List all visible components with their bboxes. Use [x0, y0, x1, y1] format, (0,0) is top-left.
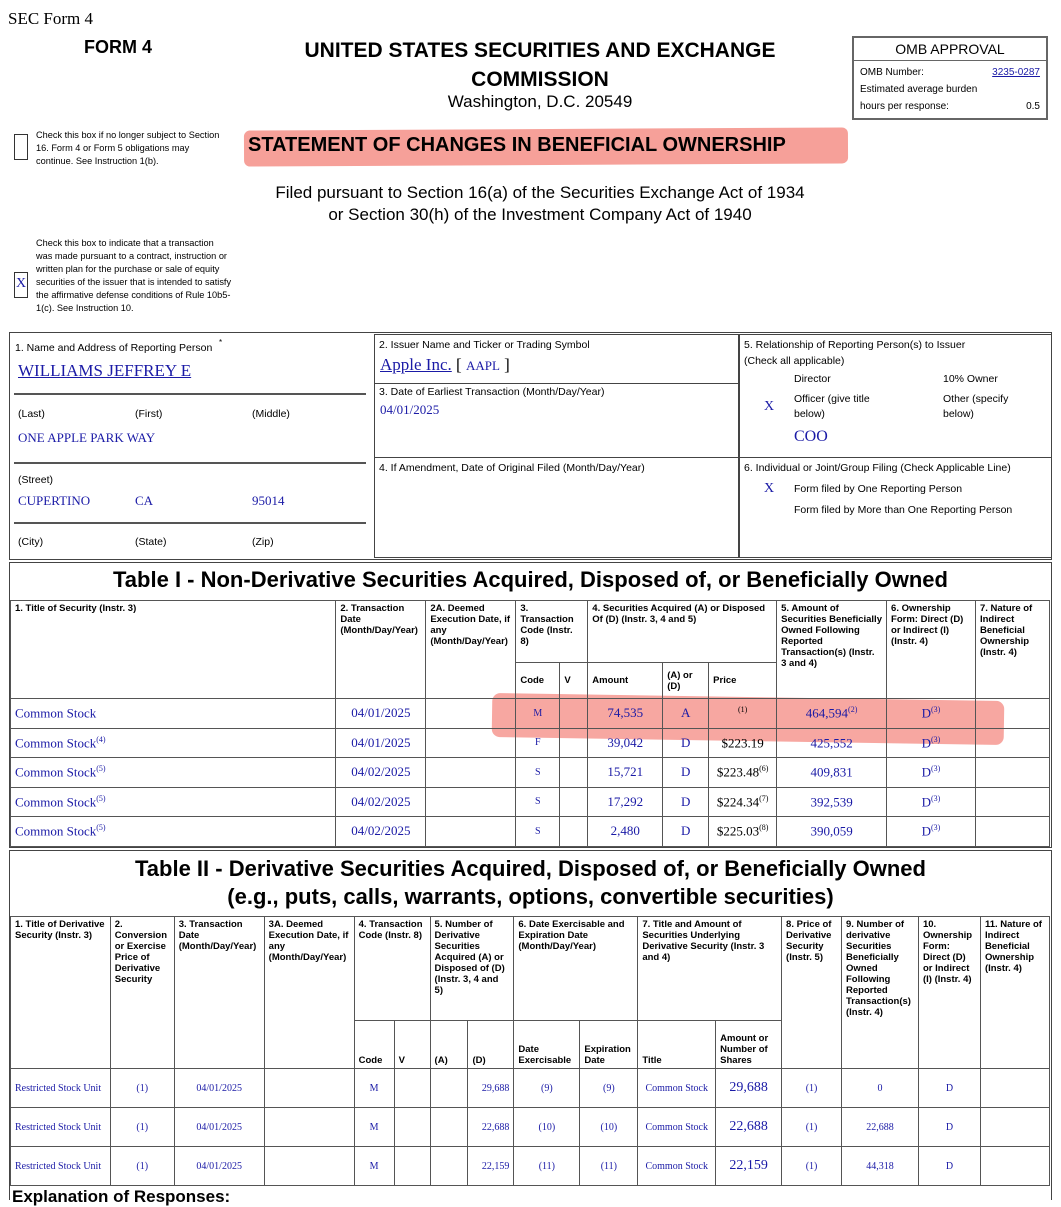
t2-a	[430, 1069, 468, 1108]
table2-row	[11, 1108, 1050, 1147]
t1-h-v: V	[560, 663, 588, 699]
t1-title-footnote: (5)	[96, 823, 106, 833]
t1-aord-text: D	[680, 823, 691, 839]
t2-owned-text: 22,688	[866, 1121, 894, 1133]
t2-ex-text: (10)	[538, 1121, 556, 1133]
statement-title: STATEMENT OF CHANGES IN BENEFICIAL OWNERSHIP	[248, 134, 786, 156]
filed-line-1: Filed pursuant to Section 16(a) of the Securities Exchange Act of 1934	[275, 183, 805, 202]
t2-d	[468, 1147, 514, 1186]
t1-date	[336, 787, 426, 817]
t1-form-text: D	[921, 764, 932, 780]
t1-owned-text: 392,539	[810, 793, 853, 809]
t1-date	[336, 817, 426, 847]
table1-title: Table I - Non-Derivative Securities Acquired, Disposed of, or Beneficially Owned	[113, 567, 948, 592]
earliest-date-label: 3. Date of Earliest Transaction (Month/Day/Year)	[379, 386, 605, 398]
t2-h-title: 1. Title of Derivative Security (Instr. 3)	[11, 917, 111, 1069]
t1-price-footnote: (7)	[759, 793, 769, 803]
t1-v	[560, 699, 588, 729]
t1-price-text: $225.03	[716, 823, 760, 839]
t1-nature	[975, 728, 1049, 758]
t2-under-text: Common Stock	[645, 1160, 708, 1172]
table2-title-line-1: Table II - Derivative Securities Acquired, Disposed of, or Beneficially Owned	[134, 856, 926, 881]
t1-code-text: F	[535, 737, 541, 749]
t2-h-shares: Amount or Number of Shares	[716, 1021, 782, 1069]
t1-price-footnote: (8)	[759, 823, 769, 833]
table2	[10, 916, 1050, 1186]
rule10b5-text: Check this box to indicate that a transaction was made pursuant to a contract, instruction or written plan for the purchase or sale of equity securities of the issuer that is intended to satisfy the affirmative defense conditions of Rule 10b5-1(c). See Instruction 10.	[36, 238, 232, 313]
table2-row	[11, 1069, 1050, 1108]
t2-h-exp: Expiration Date	[580, 1021, 638, 1069]
t1-price-footnote: (1)	[737, 705, 748, 715]
t1-title	[11, 787, 336, 817]
t2-code-text: M	[369, 1121, 379, 1133]
table1-row	[11, 787, 1050, 817]
t2-owned	[842, 1147, 919, 1186]
t1-date-text: 04/02/2025	[351, 793, 411, 809]
omb-number-link[interactable]: 3235-0287	[992, 67, 1040, 78]
t2-ex	[514, 1147, 580, 1186]
t1-title-footnote: (4)	[96, 734, 106, 744]
t2-title	[11, 1147, 111, 1186]
t1-deemed	[426, 787, 516, 817]
t1-form	[887, 728, 976, 758]
table1-row	[11, 699, 1050, 729]
t2-date	[174, 1147, 264, 1186]
t2-h-code-sub: Code	[354, 1021, 394, 1069]
t1-v	[560, 817, 588, 847]
t1-code	[516, 817, 560, 847]
t2-date	[174, 1108, 264, 1147]
filing-box	[739, 457, 1052, 558]
t1-aord-text: D	[680, 764, 691, 780]
filing-one: Form filed by One Reporting Person	[794, 483, 963, 495]
t1-date	[336, 758, 426, 788]
table2-title	[9, 855, 1052, 911]
t2-deemed	[264, 1147, 354, 1186]
t2-under-text: Common Stock	[645, 1082, 708, 1094]
other-label: Other (specify below)	[943, 393, 1009, 420]
omb-burden-value: 0.5	[1026, 101, 1040, 112]
t2-h-exercisable: 6. Date Exercisable and Expiration Date (Month/Day/Year)	[514, 917, 638, 1021]
first-label: (First)	[135, 408, 163, 420]
t1-h-form: 6. Ownership Form: Direct (D) or Indirect (I) (Instr. 4)	[887, 601, 976, 699]
t2-d	[468, 1069, 514, 1108]
filing-label: 6. Individual or Joint/Group Filing (Check Applicable Line)	[744, 462, 1011, 474]
issuer-label: 2. Issuer Name and Ticker or Trading Symbol	[379, 339, 590, 351]
t1-code	[516, 699, 560, 729]
amendment-label: 4. If Amendment, Date of Original Filed (Month/Day/Year)	[379, 462, 645, 474]
t2-a	[430, 1147, 468, 1186]
t1-date	[336, 699, 426, 729]
t2-shares-text: 22,688	[729, 1119, 768, 1134]
t2-h-nature: 11. Nature of Indirect Beneficial Ownership (Instr. 4)	[980, 917, 1049, 1069]
t2-exp-text: (10)	[600, 1121, 618, 1133]
t2-form-text: D	[945, 1121, 954, 1133]
omb-number-label: OMB Number:	[860, 67, 924, 78]
t1-title-footnote: (5)	[96, 764, 106, 774]
section16-text: Check this box if no longer subject to Section 16. Form 4 or Form 5 obligations may continue. See Instruction 1(b).	[36, 130, 220, 166]
t2-under	[638, 1108, 716, 1147]
t2-code	[354, 1147, 394, 1186]
t1-code	[516, 758, 560, 788]
t1-date	[336, 728, 426, 758]
t1-owned	[777, 787, 887, 817]
t1-date-text: 04/01/2025	[351, 734, 411, 750]
t2-shares	[716, 1147, 782, 1186]
ten-percent-label: 10% Owner	[943, 373, 998, 385]
relationship-label: 5. Relationship of Reporting Person(s) to Issuer	[744, 339, 966, 351]
t1-form-text: D	[921, 705, 932, 721]
t1-price	[709, 699, 777, 729]
t2-h-date-ex: Date Exercisable	[514, 1021, 580, 1069]
filed-line-2: or Section 30(h) of the Investment Company Act of 1940	[328, 205, 752, 224]
t2-h-v: V	[394, 1021, 430, 1069]
t1-form-text: D	[921, 734, 932, 750]
form-number: FORM 4	[84, 37, 153, 57]
relationship-box	[739, 334, 1052, 458]
t1-amount-text: 15,721	[607, 764, 644, 780]
t1-code	[516, 728, 560, 758]
t1-code-text: S	[535, 796, 541, 808]
t2-owned	[842, 1108, 919, 1147]
t2-exp	[580, 1108, 638, 1147]
t2-exp	[580, 1147, 638, 1186]
omb-burden-label-1: Estimated average burden	[860, 84, 978, 95]
director-label: Director	[794, 373, 831, 385]
t2-shares-text: 22,159	[729, 1158, 768, 1173]
t1-code-text: S	[535, 766, 541, 778]
t1-code-text: S	[535, 825, 541, 837]
agency-title	[270, 36, 810, 94]
t2-date-text: 04/01/2025	[196, 1121, 242, 1133]
t1-aord	[663, 699, 709, 729]
t2-d-text: 22,159	[481, 1160, 510, 1172]
t2-h-conv: 2. Conversion or Exercise Price of Derivative Security	[110, 917, 174, 1069]
t1-owned	[777, 728, 887, 758]
t2-price-text: (1)	[805, 1082, 818, 1094]
t2-price	[782, 1147, 842, 1186]
t1-form	[887, 699, 976, 729]
t2-h-price: 8. Price of Derivative Security (Instr. 5)	[782, 917, 842, 1069]
t2-conv	[110, 1147, 174, 1186]
t1-amount	[588, 699, 663, 729]
earliest-transaction-box	[374, 382, 739, 458]
t1-price-text: $224.34	[716, 793, 760, 809]
t1-aord	[663, 817, 709, 847]
t2-ex	[514, 1069, 580, 1108]
t2-nature	[980, 1069, 1049, 1108]
t1-h-code-sub: Code	[516, 663, 560, 699]
t2-deemed	[264, 1069, 354, 1108]
t1-amount-text: 39,042	[607, 734, 644, 750]
zip-label: (Zip)	[252, 536, 274, 548]
t2-ex-text: (9)	[541, 1082, 553, 1094]
t1-price	[709, 817, 777, 847]
t1-amount-text: 2,480	[610, 823, 640, 839]
t1-code-text: M	[533, 707, 543, 719]
t1-form-footnote: (3)	[931, 734, 941, 744]
t2-v	[394, 1108, 430, 1147]
state-label: (State)	[135, 536, 167, 548]
t2-conv-text: (1)	[136, 1160, 149, 1172]
t1-price	[709, 728, 777, 758]
t1-nature	[975, 758, 1049, 788]
t1-owned-text: 425,552	[810, 734, 853, 750]
t1-aord-text: A	[680, 705, 691, 721]
t1-title	[11, 758, 336, 788]
t1-nature	[975, 787, 1049, 817]
t1-amount	[588, 728, 663, 758]
t1-h-code: 3. Transaction Code (Instr. 8)	[516, 601, 588, 663]
t1-form-footnote: (3)	[931, 793, 941, 803]
middle-label: (Middle)	[252, 408, 290, 420]
t1-date-text: 04/01/2025	[351, 705, 411, 721]
t1-h-nature: 7. Nature of Indirect Beneficial Ownership (Instr. 4)	[975, 601, 1049, 699]
sec-form-label: SEC Form 4	[8, 9, 94, 28]
t1-owned	[777, 699, 887, 729]
t2-form	[918, 1147, 980, 1186]
t2-price	[782, 1108, 842, 1147]
t1-title-text: Common Stock	[15, 734, 97, 750]
t2-nature	[980, 1147, 1049, 1186]
t1-title-text: Common Stock	[15, 793, 97, 809]
t1-owned	[777, 758, 887, 788]
t1-owned-footnote: (2)	[848, 705, 858, 715]
t2-code-text: M	[369, 1082, 379, 1094]
t2-price	[782, 1069, 842, 1108]
t1-owned	[777, 817, 887, 847]
t1-code	[516, 787, 560, 817]
t2-under	[638, 1147, 716, 1186]
table2-title-line-2: (e.g., puts, calls, warrants, options, convertible securities)	[227, 884, 834, 909]
t2-date-text: 04/01/2025	[196, 1082, 242, 1094]
explanation-heading: Explanation of Responses:	[12, 1187, 231, 1206]
t1-deemed	[426, 817, 516, 847]
t1-form	[887, 787, 976, 817]
zip-value: 95014	[252, 493, 285, 508]
t1-deemed	[426, 728, 516, 758]
t1-amount	[588, 787, 663, 817]
t1-title	[11, 699, 336, 729]
t2-d	[468, 1108, 514, 1147]
t2-ex-text: (11)	[538, 1160, 556, 1172]
t1-price	[709, 758, 777, 788]
filing-more: Form filed by More than One Reporting Person	[794, 504, 1013, 516]
state-value: CA	[135, 493, 154, 508]
t2-h-d: (D)	[468, 1021, 514, 1069]
t2-code	[354, 1108, 394, 1147]
t2-form-text: D	[945, 1082, 954, 1094]
table2-row	[11, 1147, 1050, 1186]
t2-under	[638, 1069, 716, 1108]
t1-v	[560, 787, 588, 817]
t2-conv	[110, 1069, 174, 1108]
t1-amount-text: 17,292	[607, 793, 644, 809]
t1-price	[709, 787, 777, 817]
issuer-box	[374, 334, 739, 384]
t1-aord	[663, 758, 709, 788]
t1-aord-text: D	[680, 793, 691, 809]
last-label: (Last)	[18, 408, 45, 420]
t1-v	[560, 758, 588, 788]
t2-h-underlying: 7. Title and Amount of Securities Underlying Derivative Security (Instr. 3 and 4)	[638, 917, 782, 1021]
t1-form-footnote: (3)	[931, 764, 941, 774]
t2-shares	[716, 1069, 782, 1108]
t2-owned-text: 44,318	[866, 1160, 894, 1172]
t1-h-title: 1. Title of Security (Instr. 3)	[11, 601, 336, 699]
t1-title-text: Common Stock	[15, 823, 97, 839]
officer-label: Officer (give title below)	[794, 393, 870, 420]
t1-form-text: D	[921, 823, 932, 839]
t2-under-text: Common Stock	[645, 1121, 708, 1133]
t2-shares-text: 29,688	[729, 1080, 768, 1095]
t1-form-text: D	[921, 793, 932, 809]
t1-h-amount: Amount	[588, 663, 663, 699]
t1-title	[11, 728, 336, 758]
t2-deemed	[264, 1108, 354, 1147]
t2-title	[11, 1069, 111, 1108]
t2-h-date: 3. Transaction Date (Month/Day/Year)	[174, 917, 264, 1069]
omb-title: OMB APPROVAL	[854, 38, 1046, 61]
agency-line-1: UNITED STATES SECURITIES AND EXCHANGE	[304, 39, 776, 62]
t2-h-a: (A)	[430, 1021, 468, 1069]
street-value: ONE APPLE PARK WAY	[18, 430, 156, 445]
t2-title-text: Restricted Stock Unit	[15, 1082, 102, 1094]
t2-exp	[580, 1069, 638, 1108]
t1-title-text: Common Stock	[15, 764, 97, 780]
t2-owned	[842, 1069, 919, 1108]
city-label: (City)	[18, 536, 44, 548]
t1-h-acquired: 4. Securities Acquired (A) or Disposed Of (D) (Instr. 3, 4 and 5)	[588, 601, 777, 663]
agency-line-2: COMMISSION	[471, 68, 609, 91]
t1-owned-text: 390,059	[810, 823, 853, 839]
t1-form-footnote: (3)	[931, 705, 941, 715]
t2-owned-text: 0	[877, 1082, 883, 1094]
t2-h-under-title: Title	[638, 1021, 716, 1069]
amendment-box	[374, 457, 739, 558]
t2-form	[918, 1069, 980, 1108]
t1-amount	[588, 758, 663, 788]
omb-approval-box	[852, 36, 1048, 120]
t1-date-text: 04/02/2025	[351, 764, 411, 780]
t2-h-code: 4. Transaction Code (Instr. 8)	[354, 917, 430, 1021]
relationship-sub: (Check all applicable)	[744, 355, 845, 367]
t2-ex	[514, 1108, 580, 1147]
reporting-person-name[interactable]: WILLIAMS JEFFREY E	[18, 361, 192, 380]
t2-d-text: 22,688	[481, 1121, 510, 1133]
table1	[10, 600, 1050, 847]
t2-shares	[716, 1108, 782, 1147]
t2-form	[918, 1108, 980, 1147]
t2-h-owned: 9. Number of derivative Securities Beneficially Owned Following Reported Transaction(s) (Instr. 4)	[842, 917, 919, 1069]
omb-burden-label-2: hours per response:	[860, 101, 949, 112]
t1-form	[887, 758, 976, 788]
t1-owned-text: 464,594	[805, 705, 849, 721]
t2-code	[354, 1069, 394, 1108]
t2-nature	[980, 1108, 1049, 1147]
t2-exp-text: (9)	[603, 1082, 615, 1094]
ticker: AAPL	[465, 358, 500, 373]
filed-pursuant-text	[250, 182, 830, 226]
t1-price-text: $223.48	[716, 764, 760, 780]
agency-location: Washington, D.C. 20549	[447, 92, 633, 111]
t2-h-deemed: 3A. Deemed Execution Date, if any (Month/Day/Year)	[264, 917, 354, 1069]
t2-conv	[110, 1108, 174, 1147]
earliest-date-value: 04/01/2025	[380, 402, 440, 417]
t2-price-text: (1)	[805, 1160, 818, 1172]
t1-aord	[663, 787, 709, 817]
t2-title-text: Restricted Stock Unit	[15, 1160, 102, 1172]
t1-title-text: Common Stock	[15, 705, 97, 721]
reporting-person-box: 1. Name and Address of Reporting Person * WILLIAMS JEFFREY E (Last) (First) (Middle) ONE APPLE PARK WAY (Street) CUPERTINO CA 95014 (City) (State) (Zip)	[14, 337, 371, 558]
t1-aord-text: D	[680, 734, 691, 750]
t1-nature	[975, 699, 1049, 729]
t1-title-footnote: (5)	[96, 793, 106, 803]
t1-h-aord: (A) or (D)	[663, 663, 709, 699]
t1-amount-text: 74,535	[607, 705, 644, 721]
t2-title	[11, 1108, 111, 1147]
t1-deemed	[426, 699, 516, 729]
t1-v	[560, 728, 588, 758]
t2-conv-text: (1)	[136, 1082, 149, 1094]
t1-title	[11, 817, 336, 847]
t1-price-text: $223.19	[721, 734, 764, 750]
t2-price-text: (1)	[805, 1121, 818, 1133]
t1-h-date: 2. Transaction Date (Month/Day/Year)	[336, 601, 426, 699]
t2-exp-text: (11)	[600, 1160, 617, 1172]
t1-amount	[588, 817, 663, 847]
t2-code-text: M	[369, 1160, 379, 1172]
t1-h-price: Price	[709, 663, 777, 699]
officer-title: COO	[794, 428, 828, 445]
reporting-person-label: 1. Name and Address of Reporting Person	[15, 342, 213, 354]
officer-check[interactable]: X	[764, 399, 775, 414]
table1-row	[11, 817, 1050, 847]
t1-form-footnote: (3)	[931, 823, 941, 833]
street-label: (Street)	[18, 474, 54, 486]
section16-checkbox[interactable]	[14, 134, 28, 160]
t1-h-owned: 5. Amount of Securities Beneficially Owned Following Reported Transaction(s) (Instr. 3 and 4)	[777, 601, 887, 699]
t1-owned-text: 409,831	[810, 764, 853, 780]
t1-date-text: 04/02/2025	[351, 823, 411, 839]
t2-h-form: 10. Ownership Form: Direct (D) or Indirect (I) (Instr. 4)	[918, 917, 980, 1069]
t1-nature	[975, 817, 1049, 847]
t1-deemed	[426, 758, 516, 788]
issuer-name-link[interactable]: Apple Inc.	[380, 355, 452, 374]
t1-price-footnote: (6)	[759, 764, 769, 774]
table1-row	[11, 728, 1050, 758]
t2-v	[394, 1147, 430, 1186]
city-value: CUPERTINO	[18, 493, 91, 508]
t2-date-text: 04/01/2025	[196, 1160, 242, 1172]
issuer-value: Apple Inc. [ AAPL ]	[380, 355, 510, 374]
t2-d-text: 29,688	[481, 1082, 510, 1094]
t1-form	[887, 817, 976, 847]
t2-h-number: 5. Number of Derivative Securities Acquired (A) or Disposed of (D) (Instr. 3, 4 and 5)	[430, 917, 514, 1021]
rule10b5-checkbox[interactable]: X	[14, 272, 28, 298]
t2-form-text: D	[945, 1160, 954, 1172]
t2-date	[174, 1069, 264, 1108]
filing-check[interactable]: X	[764, 481, 775, 496]
t1-aord	[663, 728, 709, 758]
t2-title-text: Restricted Stock Unit	[15, 1121, 102, 1133]
t2-a	[430, 1108, 468, 1147]
table1-row	[11, 758, 1050, 788]
t2-v	[394, 1069, 430, 1108]
t2-conv-text: (1)	[136, 1121, 149, 1133]
t1-h-deemed: 2A. Deemed Execution Date, if any (Month/Day/Year)	[426, 601, 516, 699]
